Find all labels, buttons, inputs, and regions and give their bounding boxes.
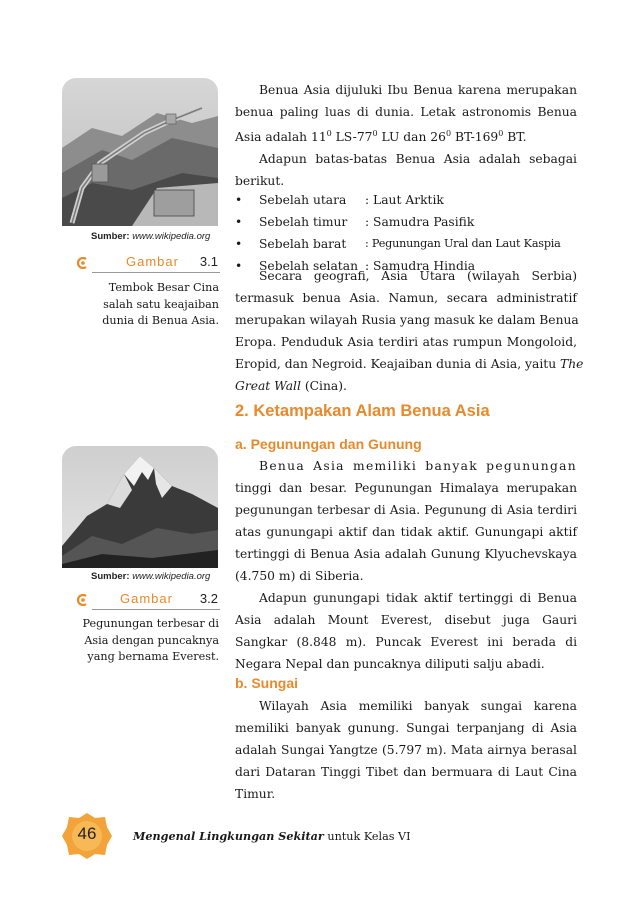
- section-title: 2. Ketampakan Alam Benua Asia: [235, 402, 490, 420]
- borders-list: [235, 189, 585, 277]
- intro-paragraph: Benua Asia dijuluki Ibu Benua karena merupakan benua paling luas di dunia. Letak astronomis Benua Asia adalah $11^0$ $LS-77^0$ LU dan $26^0$ $BT-169^0$ BT. Adapun batas-batas Benua Asia adalah sebagai berikut.: [235, 83, 577, 189]
- page-number: 46: [77, 824, 97, 843]
- geography-paragraph: Secara geografi, Asia Utara (wilayah Serbia) termasuk benua Asia. Namun, secara administratif merupakan wilayah Rusia yang masuk ke dalam Benua Eropa. Penduduk Asia terdiri atas rumpun Mongoloid, Eropid, dan Negroid. Keajaiban dunia di Asia, yaitu The Great Wall (Cina).: [235, 269, 584, 393]
- list-item: • Sebelah utara : Laut Arktik: [235, 193, 444, 207]
- figure-source: Sumber: www.wikipedia.org: [91, 571, 211, 582]
- figure-heading: [76, 254, 224, 274]
- everest-photo: [62, 446, 218, 568]
- figure-caption: Tembok Besar Cina salah satu keajaiban dunia di Benua Asia.: [102, 281, 219, 327]
- figure-caption: Pegunungan terbesar di Asia dengan puncaknya yang bernama Everest.: [82, 617, 219, 663]
- figure-label: Gambar: [126, 254, 179, 269]
- figure-heading: [76, 591, 224, 611]
- figure-label: Gambar: [120, 591, 173, 606]
- divider: [92, 609, 220, 610]
- page-number-badge: [61, 812, 113, 860]
- figure-number: 3.2: [199, 591, 218, 606]
- book-title-footer: Mengenal Lingkungan Sekitar untuk Kelas VI: [133, 829, 411, 843]
- figure-source: Sumber: www.wikipedia.org: [91, 231, 211, 242]
- bullet-swirl-icon: [76, 594, 88, 606]
- divider: [92, 272, 220, 273]
- great-wall-photo: [62, 78, 218, 226]
- bullet-swirl-icon: [76, 257, 88, 269]
- mountains-paragraph: Benua Asia memiliki banyak pegunungan tinggi dan besar. Pegunungan Himalaya merupakan pegunungan terbesar di Asia. Pegunung di Asia terdiri atas gunungapi aktif dan tidak aktif. Gunungapi aktif tertinggi di Benua Asia adalah Gunung Klyuchevskaya (4.750 m) di Siberia. Adapun gunungapi tidak aktif tertinggi di Benua Asia adalah Mount Everest, disebut juga Gauri Sangkar (8.848 m). Puncak Everest ini berada di Negara Nepal dan puncaknya diliputi salju abadi.: [235, 459, 577, 671]
- subsection-title: a. Pegunungan dan Gunung: [235, 436, 422, 452]
- list-item: • Sebelah timur : Samudra Pasifik: [235, 215, 475, 229]
- subsection-title: b. Sungai: [235, 675, 298, 691]
- astronomic-location: Asia adalah $11^0$ $LS-77^0$ LU dan $26^0$ $BT-169^0$ BT.: [235, 129, 527, 145]
- list-item: • Sebelah barat : Pegunungan Ural dan Laut Kaspia: [235, 237, 561, 251]
- figure-number: 3.1: [199, 254, 218, 269]
- rivers-paragraph: Wilayah Asia memiliki banyak sungai karena memiliki banyak gunung. Sungai terpanjang di Asia adalah Sungai Yangtze (5.797 m). Mata airnya berasal dari Dataran Tinggi Tibet dan bermuara di Laut Cina Timur.: [235, 699, 577, 801]
- list-item: • Sebelah selatan : Samudra Hindia: [235, 259, 476, 273]
